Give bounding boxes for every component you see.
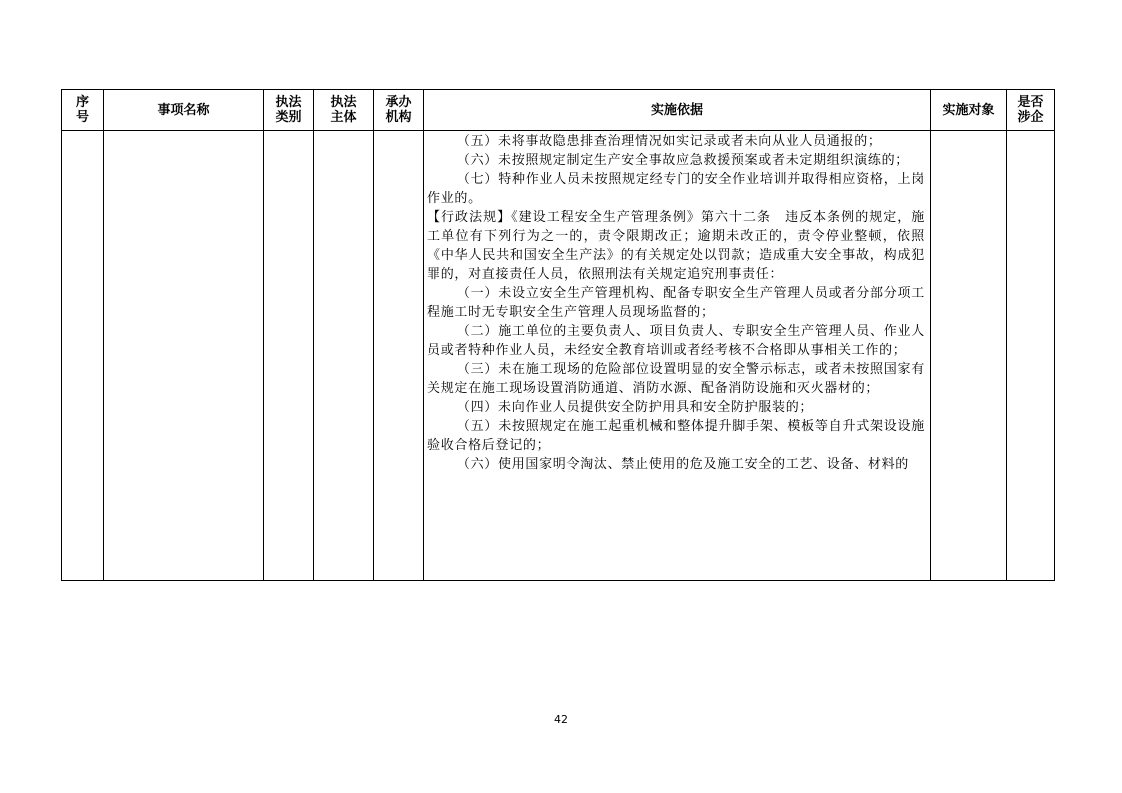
header-enforcement-type-line1: 执法 xyxy=(275,95,302,110)
cell-handling-agency xyxy=(374,131,424,581)
basis-paragraph: （五）未将事故隐患排查治理情况如实记录或者未向从业人员通报的； xyxy=(456,134,882,149)
page-number: 42 xyxy=(554,713,568,726)
basis-paragraph: （六）使用国家明令淘汰、禁止使用的危及施工安全的工艺、设备、材料的 xyxy=(456,457,909,472)
basis-paragraph: （六）未按照规定制定生产安全事故应急救援预案或者未定期组织演练的； xyxy=(456,153,909,168)
basis-paragraph: 【行政法规】《建设工程安全生产管理条例》第六十二条 违反本条例的规定，施工单位有下列行为之一的，责令限期改正；逾期未改正的，责令停业整顿，依照《中华人民共和国安全生产法》的有关规定处以罚款；造成重大安全事故，构成犯罪的，对直接责任人员，依照刑法有关规定追究刑事责任： xyxy=(427,210,925,282)
header-target: 实施对象 xyxy=(931,90,1007,131)
cell-item-name xyxy=(104,131,264,581)
cell-seq xyxy=(62,131,104,581)
header-enterprise-related-line1: 是否 xyxy=(1017,95,1044,110)
header-enforcement-body xyxy=(314,90,374,131)
header-handling-agency xyxy=(374,90,424,131)
basis-paragraph: （四）未向作业人员提供安全防护用具和安全防护服装的； xyxy=(456,400,814,415)
header-seq xyxy=(62,90,104,131)
header-enforcement-type xyxy=(264,90,314,131)
cell-target xyxy=(931,131,1007,581)
basis-paragraph: （三）未在施工现场的危险部位设置明显的安全警示标志，或者未按照国家有关规定在施工现场设置消防通道、消防水源、配备消防设施和灭火器材的； xyxy=(427,362,925,396)
basis-paragraph: （七）特种作业人员未按照规定经专门的安全作业培训并取得相应资格，上岗作业的。 xyxy=(427,172,925,206)
header-enterprise-related-line2: 涉企 xyxy=(1017,110,1044,125)
header-basis: 实施依据 xyxy=(424,90,931,131)
basis-paragraph: （二）施工单位的主要负责人、项目负责人、专职安全生产管理人员、作业人员或者特种作业人员，未经安全教育培训或者经考核不合格即从事相关工作的； xyxy=(427,324,925,358)
header-seq-line1: 序 xyxy=(75,95,89,110)
table-header-row xyxy=(62,90,1055,131)
header-seq-line2: 号 xyxy=(75,110,89,125)
header-enterprise-related xyxy=(1007,90,1055,131)
basis-text xyxy=(427,132,925,474)
header-enforcement-type-line2: 类别 xyxy=(275,110,302,125)
cell-enterprise-related xyxy=(1007,131,1055,581)
header-enforcement-body-line2: 主体 xyxy=(330,110,357,125)
basis-paragraph: （五）未按照规定在施工起重机械和整体提升脚手架、模板等自升式架设设施验收合格后登记的； xyxy=(427,419,925,453)
cell-basis xyxy=(424,131,931,581)
enforcement-items-table xyxy=(61,89,1055,581)
cell-enforcement-type xyxy=(264,131,314,581)
table-row xyxy=(62,131,1055,581)
cell-enforcement-body xyxy=(314,131,374,581)
header-item-name: 事项名称 xyxy=(104,90,264,131)
header-enforcement-body-line1: 执法 xyxy=(330,95,357,110)
basis-paragraph: （一）未设立安全生产管理机构、配备专职安全生产管理人员或者分部分项工程施工时无专职安全生产管理人员现场监督的； xyxy=(427,286,925,320)
header-handling-agency-line2: 机构 xyxy=(385,110,412,125)
header-handling-agency-line1: 承办 xyxy=(385,95,412,110)
